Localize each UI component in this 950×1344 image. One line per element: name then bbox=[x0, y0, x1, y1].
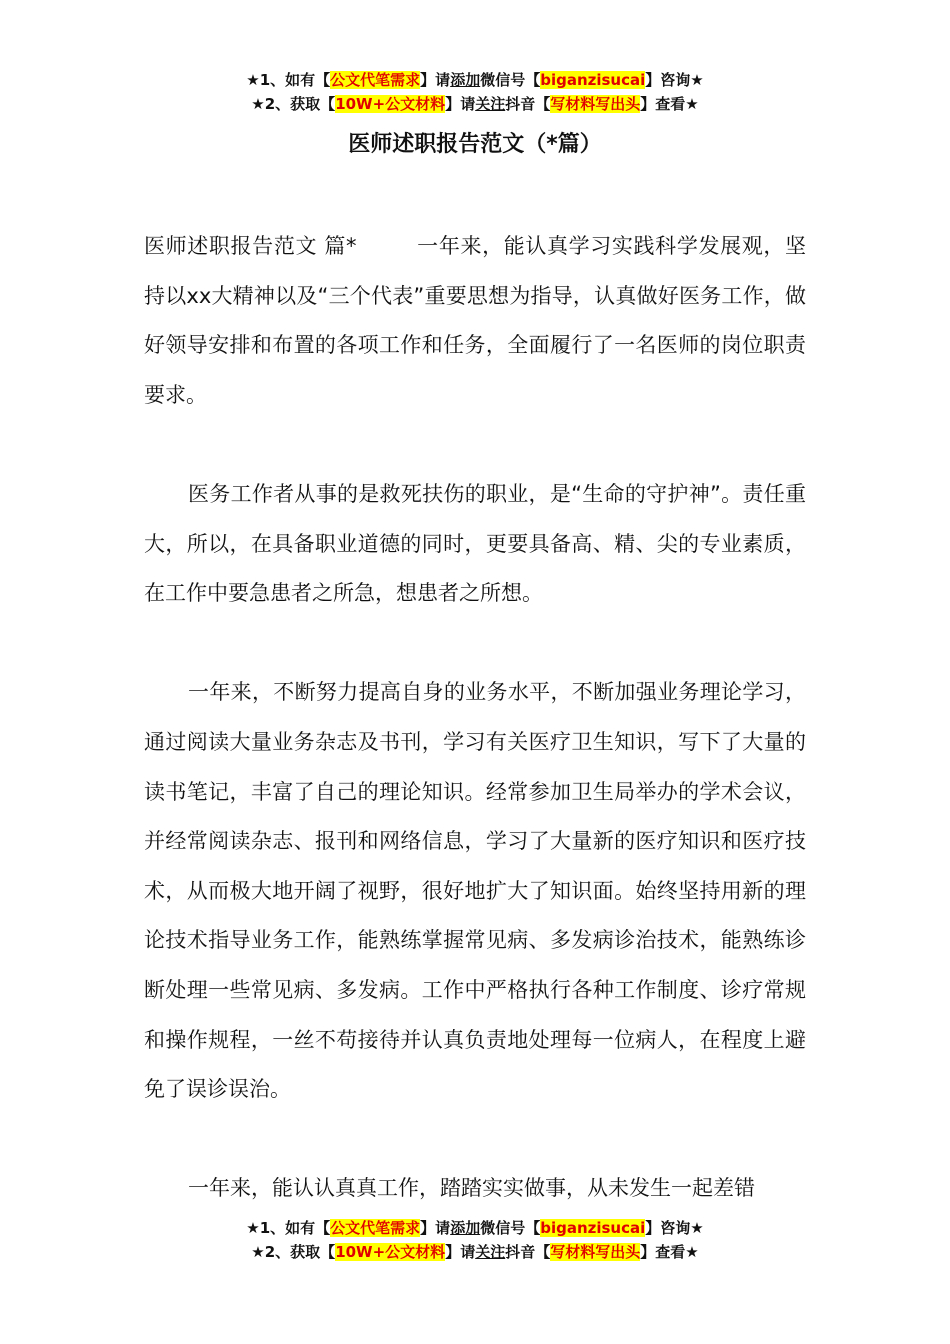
promo-text: 微信号【 bbox=[480, 71, 541, 89]
promo-text: 】咨询★ bbox=[645, 71, 704, 89]
promo-banner-top bbox=[0, 68, 950, 116]
promo-highlight: 写材料写出头 bbox=[550, 95, 641, 113]
promo-line-1 bbox=[0, 68, 950, 92]
promo-text: 】请 bbox=[445, 1243, 476, 1261]
paragraph-3: 一年来，不断努力提高自身的业务水平，不断加强业务理论学习，通过阅读大量业务杂志及书刊，学习有关医疗卫生知识，写下了大量的读书笔记，丰富了自己的理论知识。经常参加卫生局举办的学术会议，并经常阅读杂志、报刊和网络信息，学习了大量新的医疗知识和医疗技术，从而极大地开阔了视野，很好地扩大了知识面。始终坚持用新的理论技术指导业务工作，能熟练掌握常见病、多发病诊治技术，能熟练诊断处理一些常见病、多发病。工作中严格执行各种工作制度、诊疗常规和操作规程，一丝不苟接待并认真负责地处理每一位病人，在程度上避免了误诊误治。 bbox=[144, 680, 806, 1102]
promo-banner-bottom bbox=[0, 1216, 950, 1264]
promo-highlight: 写材料写出头 bbox=[550, 1243, 641, 1261]
promo-text: ★1、如有【 bbox=[246, 71, 331, 89]
paragraph-text: 一年来，能认真学习实践科学发展观，坚持以xx大精神以及“三个代表”重要思想为指导，认真做好医务工作，做好领导安排和布置的各项工作和任务，全面履行了一名医师的岗位职责要求。 bbox=[144, 234, 806, 407]
promo-text: 】请 bbox=[420, 1219, 451, 1237]
document-body bbox=[144, 222, 806, 1214]
promo-text: 微信号【 bbox=[480, 1219, 541, 1237]
promo-emphasis: 关注 bbox=[475, 95, 506, 113]
promo-highlight: biganzisucai bbox=[540, 71, 646, 89]
promo-highlight: 公文代笔需求 bbox=[330, 1219, 421, 1237]
promo-text: 】请 bbox=[445, 95, 476, 113]
promo-text: 】查看★ bbox=[640, 1243, 699, 1261]
promo-emphasis: 关注 bbox=[475, 1243, 506, 1261]
promo-highlight: 公文代笔需求 bbox=[330, 71, 421, 89]
promo-emphasis: 添加 bbox=[450, 1219, 481, 1237]
promo-line-2 bbox=[0, 1240, 950, 1264]
promo-text: 抖音【 bbox=[505, 1243, 551, 1261]
paragraph-2: 医务工作者从事的是救死扶伤的职业，是“生命的守护神”。责任重大，所以，在具备职业道德的同时，更要具备高、精、尖的专业素质，在工作中要急患者之所急，想患者之所想。 bbox=[144, 481, 806, 606]
promo-line-1 bbox=[0, 1216, 950, 1240]
promo-text: 】咨询★ bbox=[645, 1219, 704, 1237]
promo-highlight: 10W+公文材料 bbox=[335, 1243, 446, 1261]
promo-text: ★1、如有【 bbox=[246, 1219, 331, 1237]
intro-label: 医师述职报告范文 篇* bbox=[144, 234, 357, 258]
document-title: 医师述职报告范文（*篇） bbox=[348, 132, 602, 157]
promo-highlight: 10W+公文材料 bbox=[335, 95, 446, 113]
promo-text: 】查看★ bbox=[640, 95, 699, 113]
promo-text: ★2、获取【 bbox=[251, 95, 336, 113]
promo-text: 抖音【 bbox=[505, 95, 551, 113]
promo-text: ★2、获取【 bbox=[251, 1243, 336, 1261]
promo-line-2 bbox=[0, 92, 950, 116]
promo-emphasis: 添加 bbox=[450, 71, 481, 89]
promo-text: 】请 bbox=[420, 71, 451, 89]
paragraph-4: 一年来，能认认真真工作，踏踏实实做事，从未发生一起差错 bbox=[188, 1176, 755, 1201]
promo-highlight: biganzisucai bbox=[540, 1219, 646, 1237]
paragraph-1 bbox=[144, 222, 806, 420]
